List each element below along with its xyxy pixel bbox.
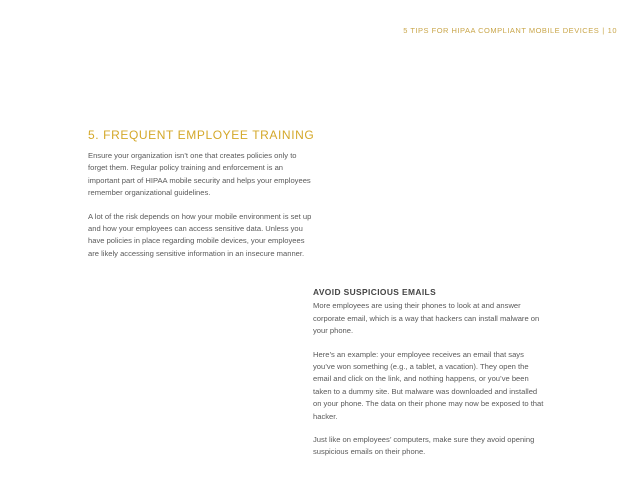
sidebar-paragraph-1: More employees are using their phones to look at and answer corporate email, which is a way that hackers can install malware on your phone. [313,301,540,336]
page-header [403,26,617,35]
section-title: 5. FREQUENT EMPLOYEE TRAINING [88,128,315,142]
section-paragraph-2: A lot of the risk depends on how your mobile environment is set up and how your employees can access sensitive data. Unless you have policies in place regarding mobile devices, your employees are likely accessing sensitive information in an insecure manner. [88,211,312,258]
sidebar-paragraph-3: Just like on employees’ computers, make sure they avoid opening suspicious emails on their phone. [313,435,535,457]
page-number: 10 [607,26,617,35]
section-body [88,150,314,271]
document-title: 5 TIPS FOR HIPAA COMPLIANT MOBILE DEVICES [403,26,600,35]
sidebar-title: AVOID SUSPICIOUS EMAILS [313,287,437,297]
section-paragraph-1: Ensure your organization isn’t one that creates policies only to forget them. Regular policy training and enforcement is an important part of HIPAA mobile security and helps your employees remember organizational guidelines. [88,151,311,198]
header-separator: | [602,26,605,35]
sidebar-paragraph-2: Here’s an example: your employee receives an email that says you’ve won something (e.g., a tablet, a vacation). They open the email and click on the link, and nothing happens, or you’ve been taken to a dummy site. But malware was downloaded and installed on your phone. The data on their phone may now be exposed to that hacker. [313,349,544,421]
sidebar-tip [313,286,545,470]
